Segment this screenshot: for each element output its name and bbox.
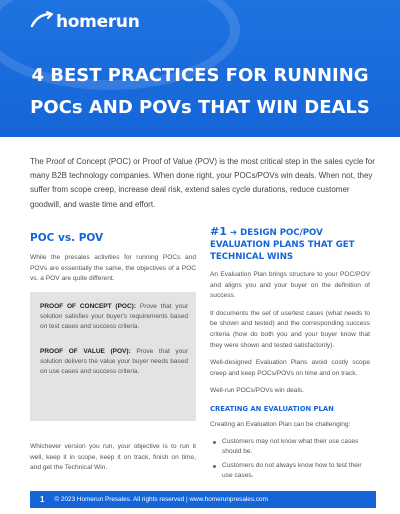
right-paragraph-1: An Evaluation Plan brings structure to your POC/POV and aligns you and your buyer on the definition of success.	[210, 271, 370, 300]
homerun-logo-icon	[30, 10, 54, 34]
evaluation-plan-intro: Creating an Evaluation Plan can be challenging:	[210, 420, 351, 428]
poc-vs-pov-heading: POC vs. POV	[30, 232, 104, 244]
footer-bar	[30, 491, 376, 508]
footer	[0, 487, 400, 514]
right-paragraph-2: It documents the set of use/test cases (what needs to be shown and tested) and the corresponding success criteria (how do both you and your buyer know that they were shown and tested satisfactorily).	[210, 309, 370, 349]
footer-text: © 2023 Homerun Presales. All rights reserved | www.homerunpresales.com	[54, 496, 268, 503]
poc-term: PROOF OF CONCEPT (POC):	[40, 303, 137, 310]
page-title-line1: 4 BEST PRACTICES FOR RUNNING	[31, 65, 369, 86]
right-paragraph-4: Well-run POCs/POVs win deals.	[210, 387, 305, 395]
pov-term: PROOF OF VALUE (POV):	[40, 347, 131, 355]
list-item: Customers do not always know how to test their use cases.	[210, 461, 370, 482]
challenges-list	[210, 437, 370, 482]
poc-definition-text: Prove that your solution satisfies your buyer's requirements based on test cases and success criteria.	[40, 303, 188, 331]
left-column-bottom	[30, 442, 196, 474]
header-banner	[0, 0, 400, 137]
practice-title: ➔ DESIGN POC/POV EVALUATION PLANS THAT GET TECHNICAL WINS	[210, 228, 355, 262]
intro-paragraph: The Proof of Concept (POC) or Proof of Value (POV) is the most critical step in the sales cycle for many B2B technology companies. When done right, your POCs/POVs win deals. When not, they suffer from scope creep, increase deal risk, extend sales cycle durations, reduce customer goodwill, and waste time and effort.	[30, 157, 375, 209]
right-paragraph-3: Well-designed Evaluation Plans avoid costly scope creep and keep POCs/POVs on time and on track.	[210, 359, 370, 377]
right-column	[210, 226, 370, 485]
practice-1-heading	[210, 226, 370, 263]
list-item: Customers may not know what their use cases should be.	[210, 437, 370, 458]
homerun-logo	[30, 10, 140, 34]
definitions-box	[30, 292, 196, 421]
objective-paragraph: Whichever version you run, your objective is to run it well, keep it in scope, keep it on track, finish on time, and get the Technical Win.	[30, 443, 196, 472]
poc-vs-pov-paragraph: While the presales activities for running POCs and POVs are essentially the same, the objectives of a POC vs. a POV are quite different.	[30, 254, 196, 283]
pov-definition-text: Prove that your solution delivers the value your buyer needs based on use cases and success criteria.	[40, 347, 188, 376]
page-title-line2: POCs AND POVs THAT WIN DEALS	[30, 97, 370, 118]
evaluation-plan-subheading: CREATING AN EVALUATION PLAN	[210, 404, 334, 413]
poc-definition	[40, 302, 188, 333]
page-number: 1	[40, 495, 45, 504]
logo-text: homerun	[56, 12, 140, 32]
pov-definition	[40, 347, 188, 378]
practice-number: #1	[210, 225, 227, 238]
left-column	[30, 226, 196, 285]
